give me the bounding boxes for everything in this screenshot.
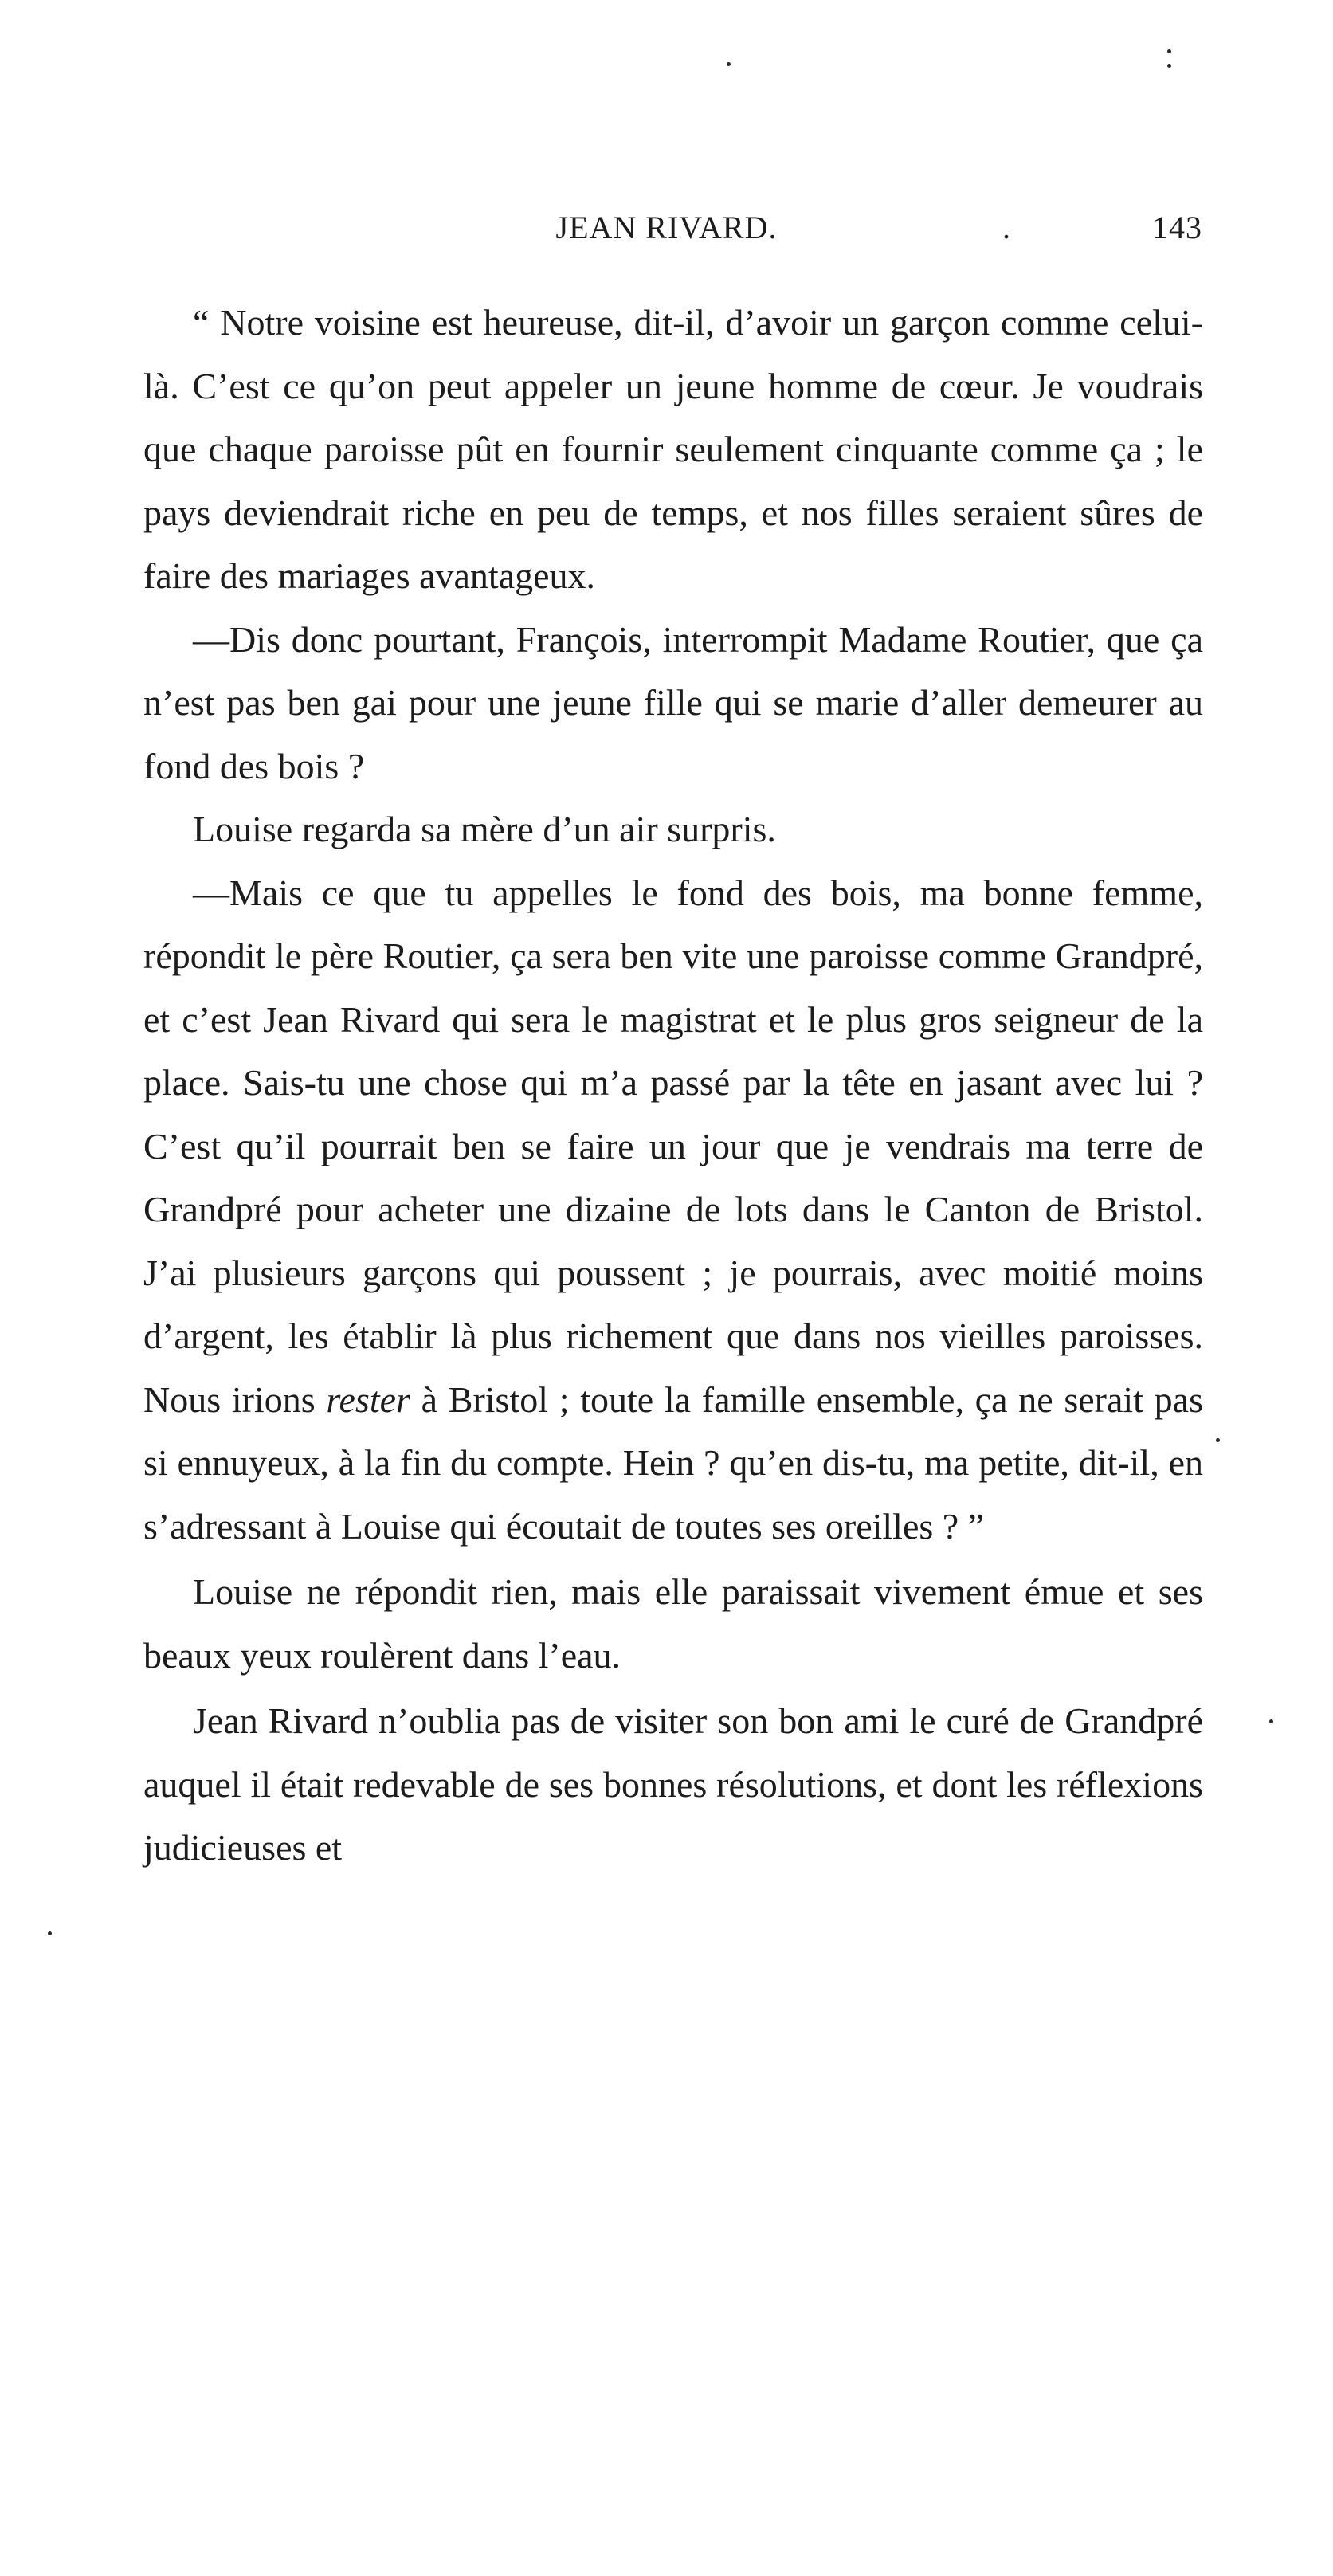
paragraph: [143, 798, 1203, 861]
ink-speck: [1167, 49, 1171, 53]
paragraph-text: Jean Rivard n’oublia pas de visiter son bon ami le curé de Grandpré auquel il était redevable de ses bonnes résolutions, et dont les réflexions judicieuses et: [143, 1700, 1203, 1868]
page-header: [0, 209, 1333, 257]
running-title: JEAN RIVARD.: [555, 210, 778, 245]
body-text: [143, 291, 1203, 1880]
paragraph-text: à Bristol ; toute la famille ensemble, ça ne serait pas si ennuyeux, à la fin du compte. Hein ? qu’en dis-tu, ma petite, dit-il, en s’adressant à Louise qui écoutait de toutes ses oreilles ? ”: [143, 1378, 1203, 1547]
ink-speck: [1167, 64, 1171, 68]
paragraph-text: Louise ne répondit rien, mais elle paraissait vivement émue et ses beaux yeux roulèrent dans l’eau.: [143, 1571, 1203, 1676]
paragraph: [143, 861, 1203, 1559]
paragraph: [143, 1689, 1203, 1880]
page-number: 143: [1152, 210, 1202, 245]
paragraph-text: “ Notre voisine est heureuse, dit-il, d’avoir un garçon comme celui-là. C’est ce qu’on peut appeler un jeune homme de cœur. Je voudrais que chaque paroisse pût en fournir seulement cinquante comme ça ; le pays deviendrait riche en peu de temps, et nos filles seraient sûres de faire des mariages avantageux.: [143, 302, 1203, 596]
italic-text: rester: [326, 1378, 410, 1420]
paragraph: [143, 608, 1203, 798]
paragraph-text: —Dis donc pourtant, François, interrompit Madame Routier, que ça n’est pas ben gai pour une jeune fille qui se marie d’aller demeurer au fond des bois ?: [143, 618, 1203, 786]
ink-speck: [727, 62, 731, 66]
paragraph-text: Louise regarda sa mère d’un air surpris.: [193, 809, 776, 849]
ink-speck: [48, 1931, 52, 1935]
header-dot: .: [1002, 210, 1011, 245]
paragraph: [143, 1560, 1203, 1687]
paragraph: [143, 291, 1203, 608]
paragraph-text: —Mais ce que tu appelles le fond des bois, ma bonne femme, répondit le père Routier, ça sera ben vite une paroisse comme Grandpré, et c’est Jean Rivard qui sera le magistrat et le plus gros seigneur de la place. Sais-tu une chose qui m’a passé par la tête en jasant avec lui ? C’est qu’il pourrait ben se faire un jour que je vendrais ma terre de Grandpré pour acheter une dizaine de lots dans le Canton de Bristol. J’ai plusieurs garçons qui poussent ; je pourrais, avec moitié moins d’argent, les établir là plus richement que dans nos vieilles paroisses. Nous irions: [143, 872, 1203, 1420]
ink-speck: [1269, 1719, 1273, 1723]
ink-speck: [1216, 1438, 1220, 1442]
